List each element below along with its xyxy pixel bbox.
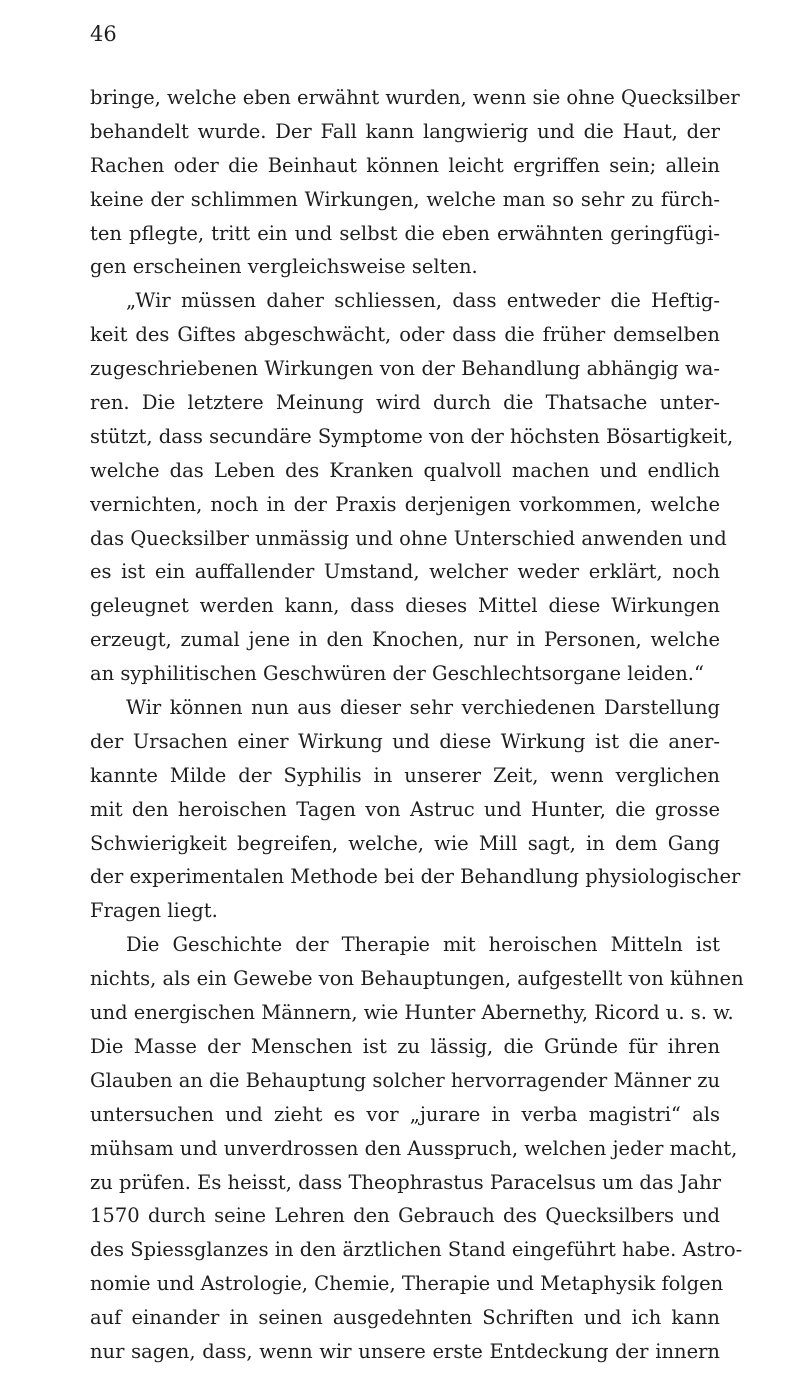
text-line: stützt, dass secundäre Symptome von der höchsten Bösartigkeit, — [90, 424, 734, 448]
paragraph-first-line: „Wir müssen daher schliessen, dass entweder die Heftig- — [126, 289, 720, 313]
text-line: nur sagen, dass, wenn wir unsere erste Entdeckung der innern — [90, 1339, 720, 1363]
text-line: keine der schlimmen Wirkungen, welche man so sehr zu fürch- — [90, 187, 720, 211]
text-line: der experimentalen Methode bei der Behandlung physiologischer — [90, 865, 741, 889]
text-line: nomie und Astrologie, Chemie, Therapie und Metaphysik folgen — [90, 1272, 724, 1296]
text-line: kannte Milde der Syphilis in unserer Zeit, wenn verglichen — [90, 763, 720, 787]
text-line: welche das Leben des Kranken qualvoll machen und endlich — [90, 458, 720, 482]
text-line: nichts, als ein Gewebe von Behauptungen, aufgestellt von kühnen — [90, 967, 744, 991]
text-line: mühsam und unverdrossen den Ausspruch, welchen jeder macht, — [90, 1136, 738, 1160]
paragraph-first-line: Die Geschichte der Therapie mit heroischen Mitteln ist — [126, 933, 720, 957]
text-line: Die Masse der Menschen ist zu lässig, die Gründe für ihren — [90, 1034, 720, 1058]
paragraph-first-line: Wir können nun aus dieser sehr verchiedenen Darstellung — [126, 696, 720, 720]
body-text — [90, 81, 744, 1369]
page-number: 46 — [90, 22, 117, 46]
text-line: es ist ein auffallender Umstand, welcher weder erklärt, noch — [90, 560, 720, 584]
text-line: ren. Die letztere Meinung wird durch die Thatsache unter- — [90, 391, 720, 415]
text-line: behandelt wurde. Der Fall kann langwierig und die Haut, der — [90, 119, 720, 143]
text-line: 1570 durch seine Lehren den Gebrauch des Quecksilbers und — [90, 1204, 720, 1228]
text-line: erzeugt, zumal jene in den Knochen, nur in Personen, welche — [90, 628, 720, 652]
text-line: das Quecksilber unmässig und ohne Unterschied anwenden und — [90, 526, 727, 550]
text-line: gen erscheinen vergleichsweise selten. — [90, 255, 478, 279]
text-line: Fragen liegt. — [90, 899, 218, 923]
text-line: zu prüfen. Es heisst, dass Theophrastus Paracelsus um das Jahr — [90, 1170, 722, 1194]
text-line: zugeschriebenen Wirkungen von der Behandlung abhängig wa- — [90, 357, 720, 381]
text-line: untersuchen und zieht es vor „jurare in verba magistri“ als — [90, 1102, 720, 1126]
text-line: ten pflegte, tritt ein und selbst die eben erwähnten geringfügi- — [90, 221, 720, 245]
text-line: vernichten, noch in der Praxis derjenigen vorkommen, welche — [90, 492, 720, 516]
text-line: geleugnet werden kann, dass dieses Mittel diese Wirkungen — [90, 594, 720, 618]
text-line: an syphilitischen Geschwüren der Geschlechtsorgane leiden.“ — [90, 662, 704, 686]
text-line: und energischen Männern, wie Hunter Abernethy, Ricord u. s. w. — [90, 1001, 734, 1025]
text-line: Rachen oder die Beinhaut können leicht ergriffen sein; allein — [90, 153, 720, 177]
text-line: Glauben an die Behauptung solcher hervorragender Männer zu — [90, 1068, 721, 1092]
text-line: des Spiessglanzes in den ärztlichen Stand eingeführt habe. Astro- — [90, 1238, 743, 1262]
text-line: der Ursachen einer Wirkung und diese Wirkung ist die aner- — [90, 729, 720, 753]
text-line: mit den heroischen Tagen von Astruc und Hunter, die grosse — [90, 797, 720, 821]
text-line: bringe, welche eben erwähnt wurden, wenn sie ohne Quecksilber — [90, 86, 740, 109]
text-line: keit des Giftes abgeschwächt, oder dass die früher demselben — [90, 323, 720, 347]
text-line: Schwierigkeit begreifen, welche, wie Mill sagt, in dem Gang — [90, 831, 720, 855]
text-line: auf einander in seinen ausgedehnten Schriften und ich kann — [90, 1306, 720, 1330]
